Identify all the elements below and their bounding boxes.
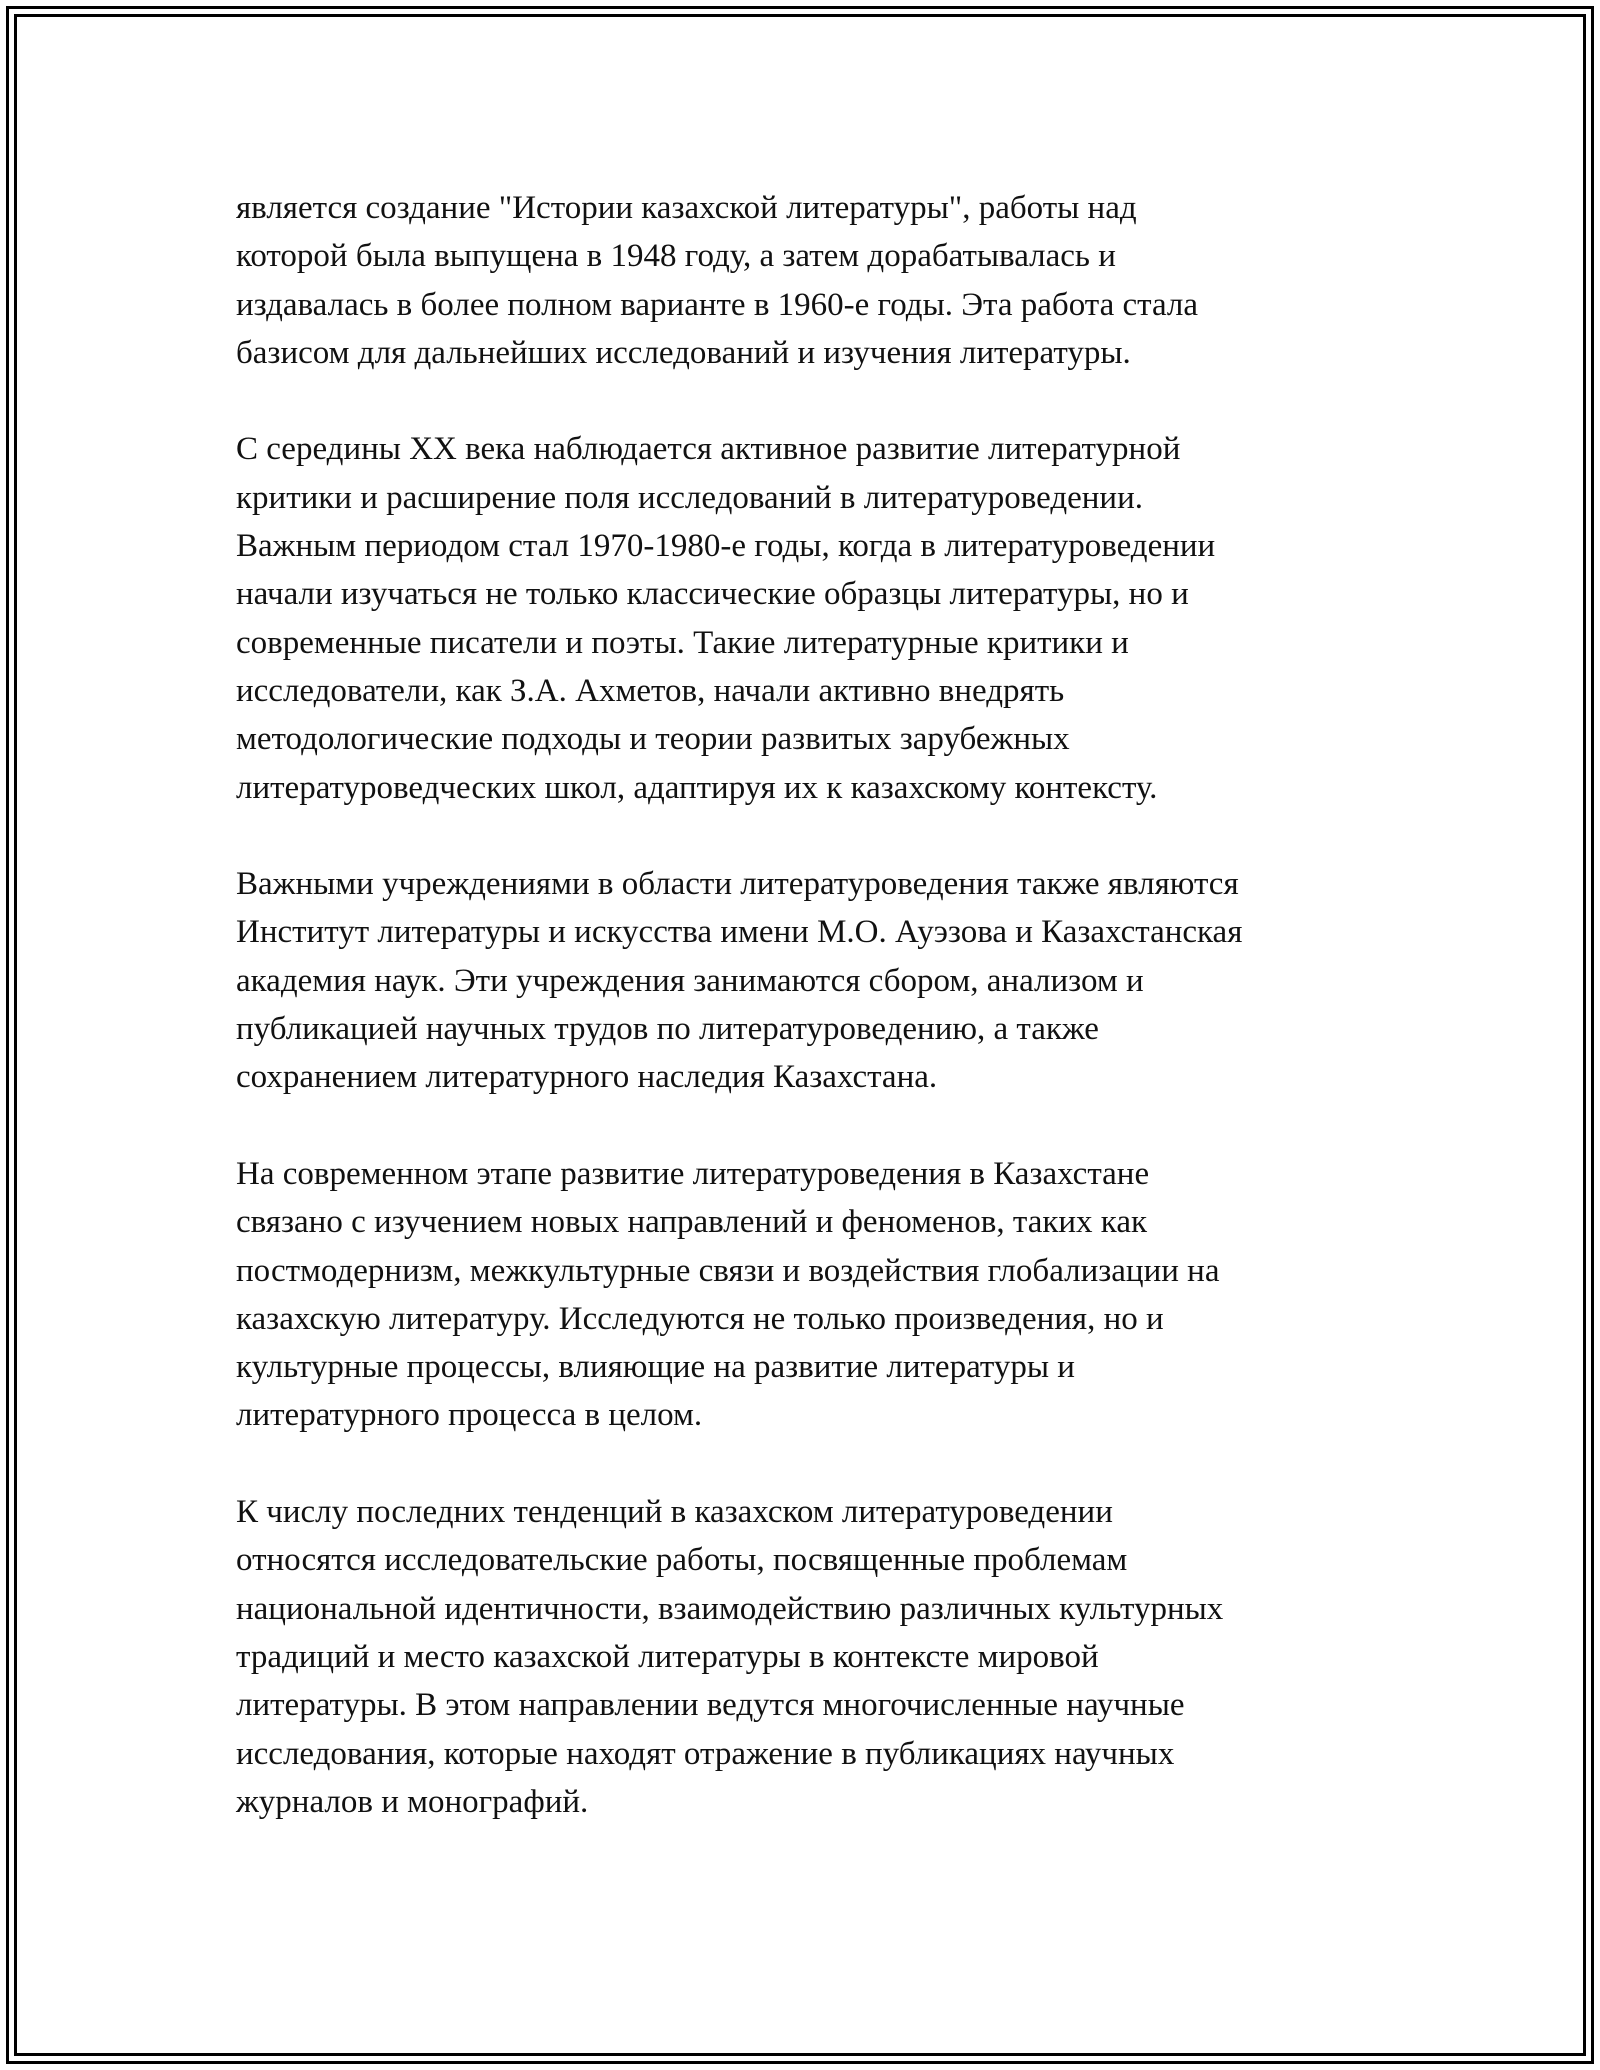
document-body: [236, 184, 1386, 1826]
text-line: журналов и монографий.: [236, 1783, 589, 1820]
text-line: является создание "Истории казахской литературы", работы над: [236, 190, 1137, 226]
text-line: издавалась в более полном варианте в 1960-е годы. Эта работа стала: [236, 286, 1199, 323]
text-line: критики и расширение поля исследований в литературоведении.: [236, 479, 1144, 516]
text-line: казахскую литературу. Исследуются не только произведения, но и: [236, 1300, 1164, 1337]
text-line: Институт литературы и искусства имени М.О. Ауэзова и Казахстанская: [236, 914, 1243, 951]
paragraph-2: [236, 425, 1386, 811]
text-line: связано с изучением новых направлений и феноменов, таких как: [236, 1204, 1148, 1241]
text-line: академия наук. Эти учреждения занимаются сбором, анализом и: [236, 962, 1144, 999]
paragraph-3: [236, 860, 1386, 1101]
text-line: Важным периодом стал 1970-1980-е годы, когда в литературоведении: [236, 528, 1216, 565]
text-line: традиций и место казахской литературы в контексте мировой: [236, 1638, 1099, 1675]
text-line: Важными учреждениями в области литературоведения также являются: [236, 866, 1239, 903]
text-line: современные писатели и поэты. Такие литературные критики и: [236, 624, 1129, 661]
text-line: С середины XX века наблюдается активное развитие литературной: [236, 431, 1181, 468]
paragraph-5: [236, 1488, 1386, 1826]
text-line: национальной идентичности, взаимодействию различных культурных: [236, 1590, 1224, 1627]
text-line: литературного процесса в целом.: [236, 1397, 703, 1434]
text-line: литературоведческих школ, адаптируя их к казахскому контексту.: [236, 769, 1158, 806]
paragraph-1: [236, 184, 1386, 377]
paragraph-4: [236, 1150, 1386, 1440]
text-line: литературы. В этом направлении ведутся многочисленные научные: [236, 1687, 1185, 1724]
text-line: На современном этапе развитие литературоведения в Казахстане: [236, 1155, 1150, 1192]
text-line: исследователи, как З.А. Ахметов, начали активно внедрять: [236, 672, 1065, 709]
text-line: которой была выпущена в 1948 году, а затем дорабатывалась и: [236, 238, 1116, 275]
text-line: К числу последних тенденций в казахском литературоведении: [236, 1494, 1113, 1531]
text-line: исследования, которые находят отражение в публикациях научных: [236, 1735, 1175, 1772]
text-line: постмодернизм, межкультурные связи и воздействия глобализации на: [236, 1252, 1220, 1289]
text-line: начали изучаться не только классические образцы литературы, но и: [236, 576, 1189, 613]
text-line: относятся исследовательские работы, посвященные проблемам: [236, 1542, 1128, 1579]
text-line: методологические подходы и теории развитых зарубежных: [236, 721, 1070, 758]
text-line: базисом для дальнейших исследований и изучения литературы.: [236, 334, 1131, 371]
text-line: публикацией научных трудов по литературоведению, а также: [236, 1011, 1099, 1048]
text-line: культурные процессы, влияющие на развитие литературы и: [236, 1349, 1075, 1386]
text-line: сохранением литературного наследия Казахстана.: [236, 1059, 938, 1096]
